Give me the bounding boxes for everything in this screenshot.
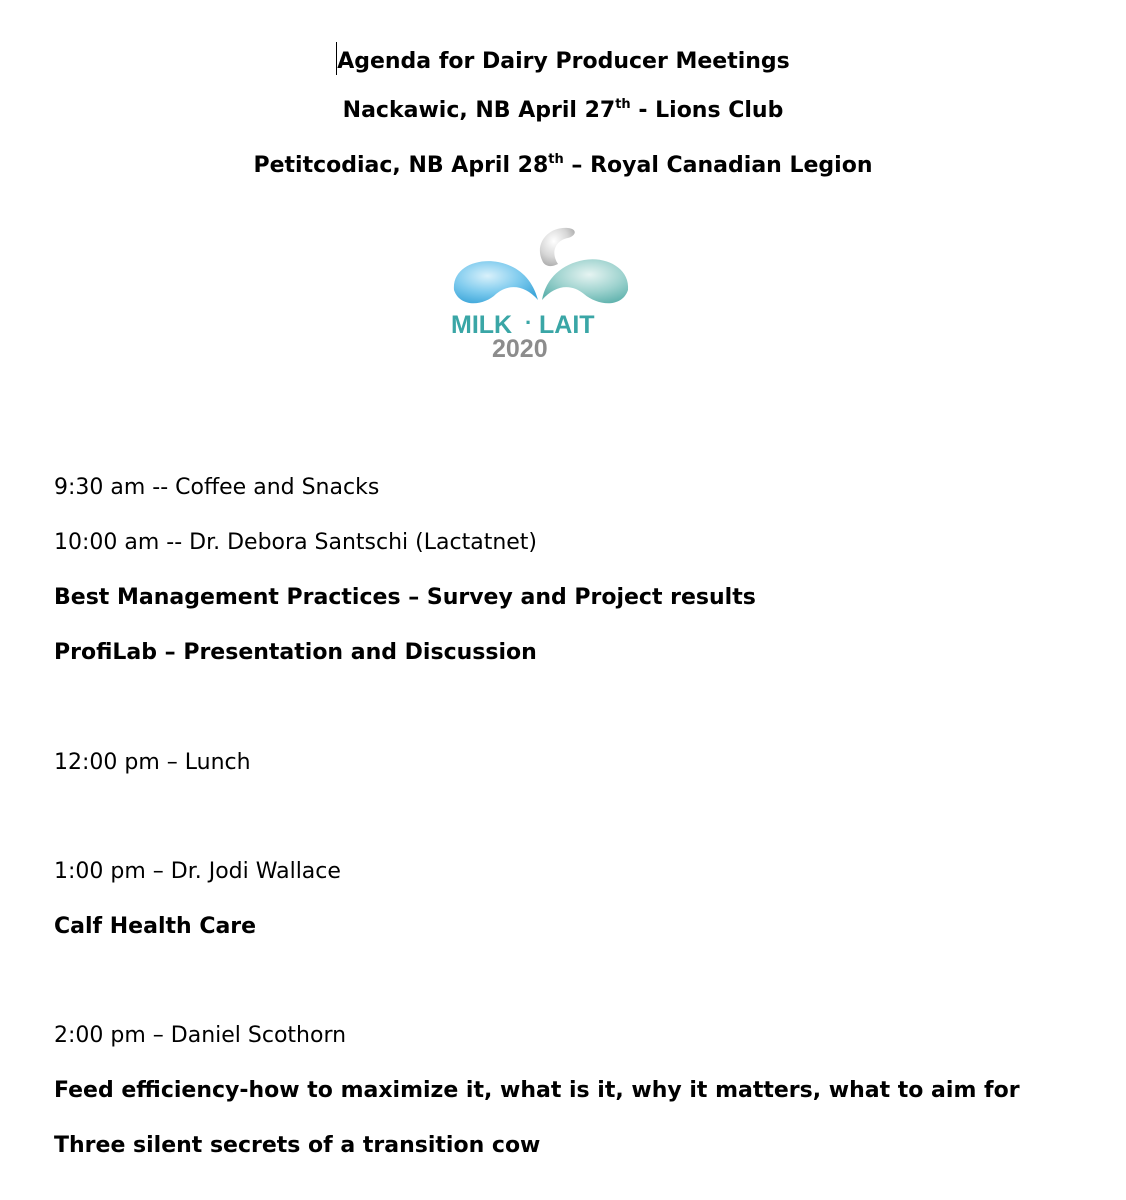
agenda-topic-profilab: ProfiLab – Presentation and Discussion — [54, 640, 537, 665]
milk-lait-2020-logo — [446, 224, 636, 364]
meeting-location-petitcodiac: Petitcodiac, NB April 28th – Royal Canadian Legion — [253, 152, 873, 178]
agenda-topic-calf-health: Calf Health Care — [54, 914, 257, 939]
logo-word-milk: MILK — [451, 311, 513, 339]
agenda-item-scothorn: 2:00 pm – Daniel Scothorn — [54, 1023, 347, 1048]
meeting-location-nackawic: Nackawic, NB April 27th - Lions Club — [342, 97, 784, 123]
agenda-topic-feed-efficiency: Feed efficiency-how to maximize it, what is it, why it matters, what to aim for — [54, 1078, 1020, 1103]
logo-word-lait: LAIT — [539, 311, 595, 339]
agenda-topic-best-management: Best Management Practices – Survey and Project results — [54, 585, 756, 610]
agenda-item-coffee: 9:30 am -- Coffee and Snacks — [54, 475, 380, 500]
agenda-item-lunch: 12:00 pm – Lunch — [54, 750, 251, 775]
document-title: Agenda for Dairy Producer Meetings — [0, 42, 1126, 76]
agenda-item-wallace: 1:00 pm – Dr. Jodi Wallace — [54, 859, 341, 884]
logo-year: 2020 — [492, 335, 548, 363]
agenda-topic-transition-cow: Three silent secrets of a transition cow — [54, 1133, 541, 1158]
agenda-item-santschi: 10:00 am -- Dr. Debora Santschi (Lactatnet) — [54, 530, 538, 555]
logo-separator: · — [525, 310, 533, 335]
